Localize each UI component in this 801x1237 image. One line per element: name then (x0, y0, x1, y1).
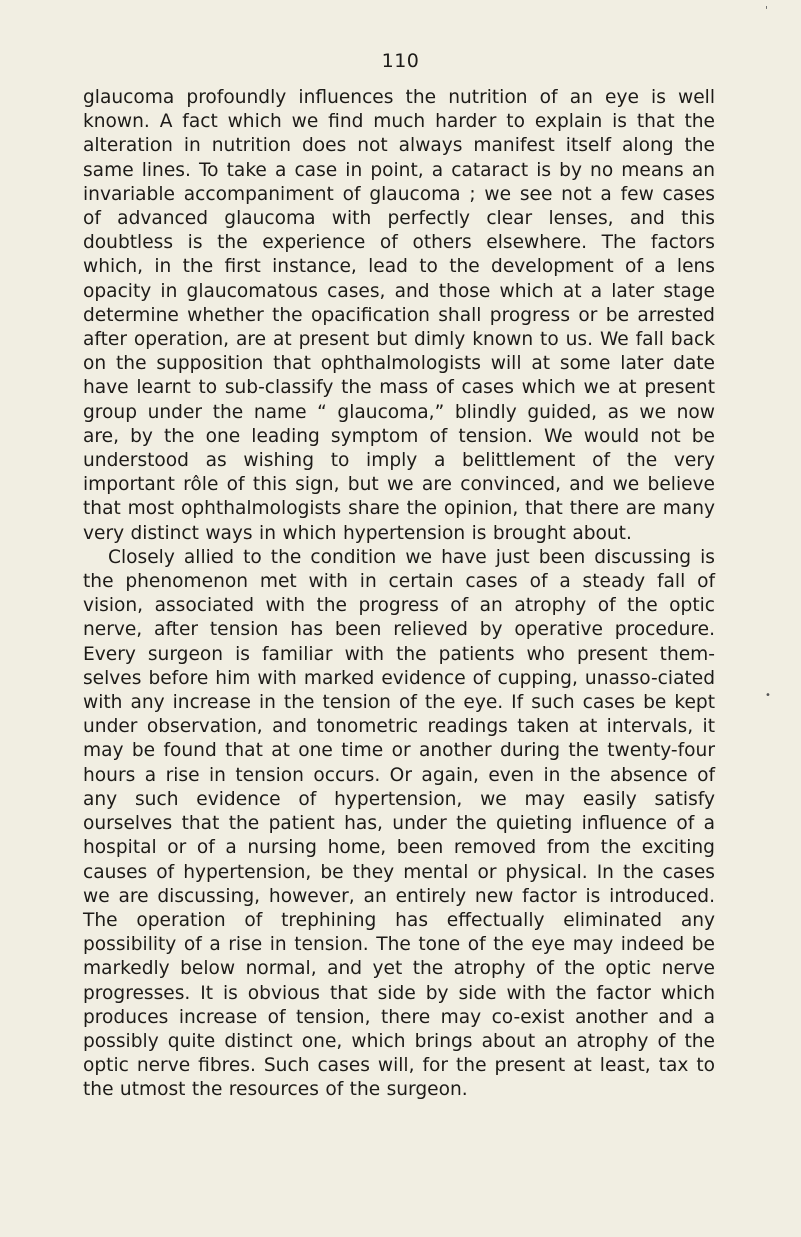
page-number: 110 (381, 50, 420, 72)
paragraph-2: Closely allied to the condition we have just been discussing is the phenomenon met with in certain cases of a steady fall of vision, associated with the progress of an atrophy of the optic nerve, after tension has been relieved by operative procedure. Every surgeon is familiar with the patients who present them-selves before him with marked evidence of cupping, unasso-ciated with any increase in the tension of the eye. If such cases be kept under observation, and tonometric readings taken at intervals, it may be found that at one time or another during the twenty-four hours a rise in tension occurs. Or again, even in the absence of any such evidence of hypertension, we may easily satisfy ourselves that the patient has, under the quieting influence of a hospital or of a nursing home, been removed from the exciting causes of hypertension, be they mental or physical. In the cases we are discussing, however, an entirely new factor is introduced. The operation of trephining has effectually eliminated any possibility of a rise in tension. The tone of the eye may indeed be markedly below normal, and yet the atrophy of the optic nerve progresses. It is obvious that side by side with the factor which produces increase of tension, there may co-exist another and a possibly quite distinct one, which brings about an atrophy of the optic nerve fibres. Such cases will, for the present at least, tax to the utmost the resources of the surgeon. (83, 546, 715, 1101)
corner-mark: ' (765, 4, 769, 17)
stray-mark: • (765, 690, 771, 701)
paragraph-1: glaucoma profoundly influences the nutrition of an eye is well known. A fact which we find much harder to explain is that the alteration in nutrition does not always manifest itself along the same lines. To take a case in point, a cataract is by no means an invariable accompaniment of glaucoma ; we see not a few cases of advanced glaucoma with perfectly clear lenses, and this doubtless is the experience of others elsewhere. The factors which, in the first instance, lead to the development of a lens opacity in glaucomatous cases, and those which at a later stage determine whether the opacification shall progress or be arrested after operation, are at present but dimly known to us. We fall back on the supposition that ophthalmologists will at some later date have learnt to sub-classify the mass of cases which we at present group under the name “ glaucoma,” blindly guided, as we now are, by the one leading symptom of tension. We would not be understood as wishing to imply a belittlement of the very important rôle of this sign, but we are convinced, and we believe that most ophthalmologists share the opinion, that there are many very distinct ways in which hypertension is brought about. (83, 87, 715, 544)
body-text (83, 86, 715, 1103)
